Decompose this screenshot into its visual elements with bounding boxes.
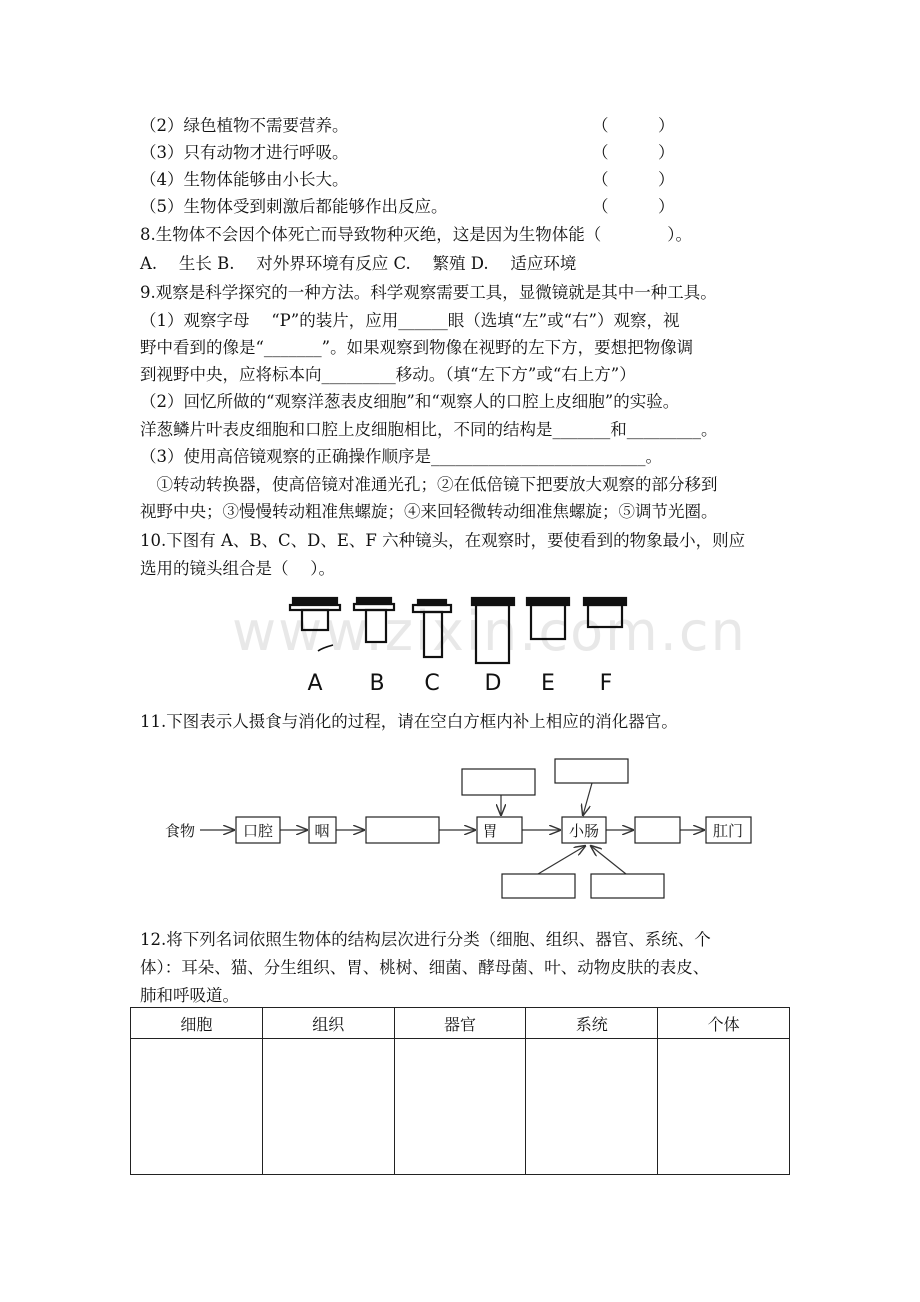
lens-label-e: E [541,671,555,696]
q7-item-2: （2）绿色植物不需要营养。 [140,116,349,135]
box-blank-esophagus [366,817,439,843]
q7-answer-4: （ ） [592,170,675,189]
classification-table [130,1007,790,1175]
q12-line3: 肺和呼吸道。 [140,986,239,1005]
q9-part2-line1: （2）回忆所做的“观察洋葱表皮细胞”和“观察人的口腔上皮细胞”的实验。 [140,392,680,411]
box-blank-bottom-right [591,874,664,898]
box-blank-top-right [555,759,628,783]
stomach-label: 胃 [482,822,498,840]
q9-part2-line2: 洋葱鳞片叶表皮细胞和口腔上皮细胞相比，不同的结构是_______和_________。 [140,420,718,439]
q7-answer-2: （ ） [592,116,675,135]
q7-item-5: （5）生物体受到刺激后都能够作出反应。 [140,197,448,216]
box-blank-bottom-left [502,874,575,898]
small-intestine-label: 小肠 [568,822,600,840]
lens-label-d: D [484,671,502,696]
q9-part1-line3: 到视野中央，应将标本向_________移动。（填“左下方”或“右上方”） [140,365,636,384]
q8-options: A. 生长 B. 对外界环境有反应 C. 繁殖 D. 适应环境 [140,254,577,273]
q7-answer-3: （ ） [592,143,675,162]
lens-label-b: B [369,671,385,696]
box-blank-large-intestine [635,817,680,843]
q9-stem: 9.观察是科学探究的一种方法。科学观察需要工具，显微镜就是其中一种工具。 [140,283,717,302]
q9-part1-line1: （1）观察字母 “P”的装片，应用______眼（选填“左”或“右”）观察，视 [140,311,680,330]
pharynx-label: 咽 [314,822,330,840]
q9-part3-line3: 视野中央；③慢慢转动粗准焦螺旋；④来回轻微转动细准焦螺旋；⑤调节光圈。 [140,502,718,521]
watermark: www.zixin.com.cn [232,600,747,663]
answer-cell-organ[interactable] [394,1039,526,1175]
answer-cell-cell[interactable] [131,1039,263,1175]
answer-cell-individual[interactable] [658,1039,790,1175]
header-organ: 器官 [394,1008,526,1039]
header-system: 系统 [526,1008,658,1039]
lens-label-a: A [307,671,323,696]
q10-line2: 选用的镜头组合是（ ）。 [140,559,335,578]
food-label: 食物 [164,822,196,840]
anus-label: 肛门 [712,822,744,840]
q12-line1: 12.将下列名词依照生物体的结构层次进行分类（细胞、组织、器官、系统、个 [140,930,711,949]
q7-answer-5: （ ） [592,197,675,216]
answer-cell-system[interactable] [526,1039,658,1175]
header-tissue: 组织 [262,1008,394,1039]
mouth-label: 口腔 [242,822,274,840]
q8-stem: 8.生物体不会因个体死亡而导致物种灭绝，这是因为生物体能（ ）。 [140,225,692,244]
box-blank-top-left [462,769,535,795]
q11-stem: 11.下图表示人摄食与消化的过程，请在空白方框内补上相应的消化器官。 [140,712,678,731]
q9-part3-line2: ①转动转换器，使高倍镜对准通光孔；②在低倍镜下把要放大观察的部分移到 [140,475,718,494]
q9-part1-line2: 野中看到的像是“_______”。如果观察到物像在视野的左下方，要想把物像调 [140,338,694,357]
answer-cell-tissue[interactable] [262,1039,394,1175]
q10-line1: 10.下图有 A、B、C、D、E、F 六种镜头，在观察时，要使看到的物象最小，则应 [140,531,746,550]
q7-item-3: （3）只有动物才进行呼吸。 [140,143,349,162]
lens-label-f: F [599,671,613,696]
q12-line2: 体）：耳朵、猫、分生组织、胃、桃树、细菌、酵母菌、叶、动物皮肤的表皮、 [140,958,710,977]
header-cell: 细胞 [131,1008,263,1039]
table-header-row [131,1008,790,1039]
q7-item-4: （4）生物体能够由小长大。 [140,170,349,189]
header-individual: 个体 [658,1008,790,1039]
table-answer-row [131,1039,790,1175]
q9-part3-line1: （3）使用高倍镜观察的正确操作顺序是__________________________。 [140,447,662,466]
lens-label-c: C [424,671,440,696]
